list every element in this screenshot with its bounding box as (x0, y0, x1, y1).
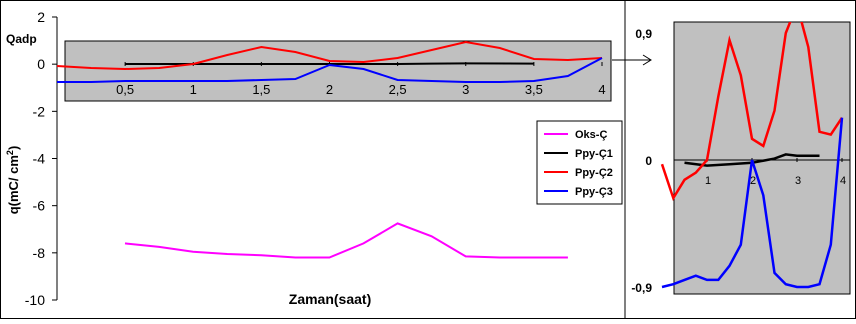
legend-entry: Oks-Ç (575, 129, 608, 141)
zoom-y-tick-label: 0 (645, 154, 652, 168)
zoom-x-tick-label: 1 (704, 175, 712, 187)
inset-x-tick-label: 2 (325, 82, 334, 97)
x-axis-label: Zaman(saat) (288, 291, 372, 307)
inset-x-tick-label: 0,5 (116, 82, 135, 97)
legend-entry: Ppy-Ç2 (575, 167, 613, 179)
y-tick-label: -4 (32, 150, 45, 167)
inset-x-tick-label: 3 (462, 82, 470, 97)
inset-chart (6, 32, 611, 101)
zoom-y-tick-label: -0,9 (631, 281, 652, 295)
zoom-y-tick-label: 0,9 (635, 27, 652, 41)
inset-x-tick-label: 4 (598, 82, 606, 97)
legend (537, 121, 622, 204)
inset-x-tick-label: 2,5 (388, 82, 407, 97)
zoom-plot-area (674, 22, 850, 294)
y-tick-label: 0 (37, 56, 45, 73)
y-tick-label: -8 (32, 244, 45, 261)
inset-x-tick-label: 1,5 (252, 82, 271, 97)
inset-x-tick-label: 1 (189, 82, 197, 97)
inset-y-label: Qadp (6, 32, 37, 46)
zoom-x-tick-label: 3 (794, 175, 802, 187)
zoom-x-tick-label: 2 (749, 175, 757, 187)
inset-x-tick-label: 3,5 (524, 82, 543, 97)
y-tick-label: -2 (32, 103, 45, 120)
y-tick-label: 2 (37, 9, 45, 25)
zoom-x-tick-label: 4 (839, 175, 847, 187)
legend-entry: Ppy-Ç1 (575, 148, 613, 160)
y-tick-label: -10 (24, 292, 45, 308)
legend-entry: Ppy-Ç3 (575, 186, 613, 198)
y-axis-label: q(mC/ $cm^2$) (5, 145, 21, 215)
y-tick-label: -6 (32, 197, 45, 214)
